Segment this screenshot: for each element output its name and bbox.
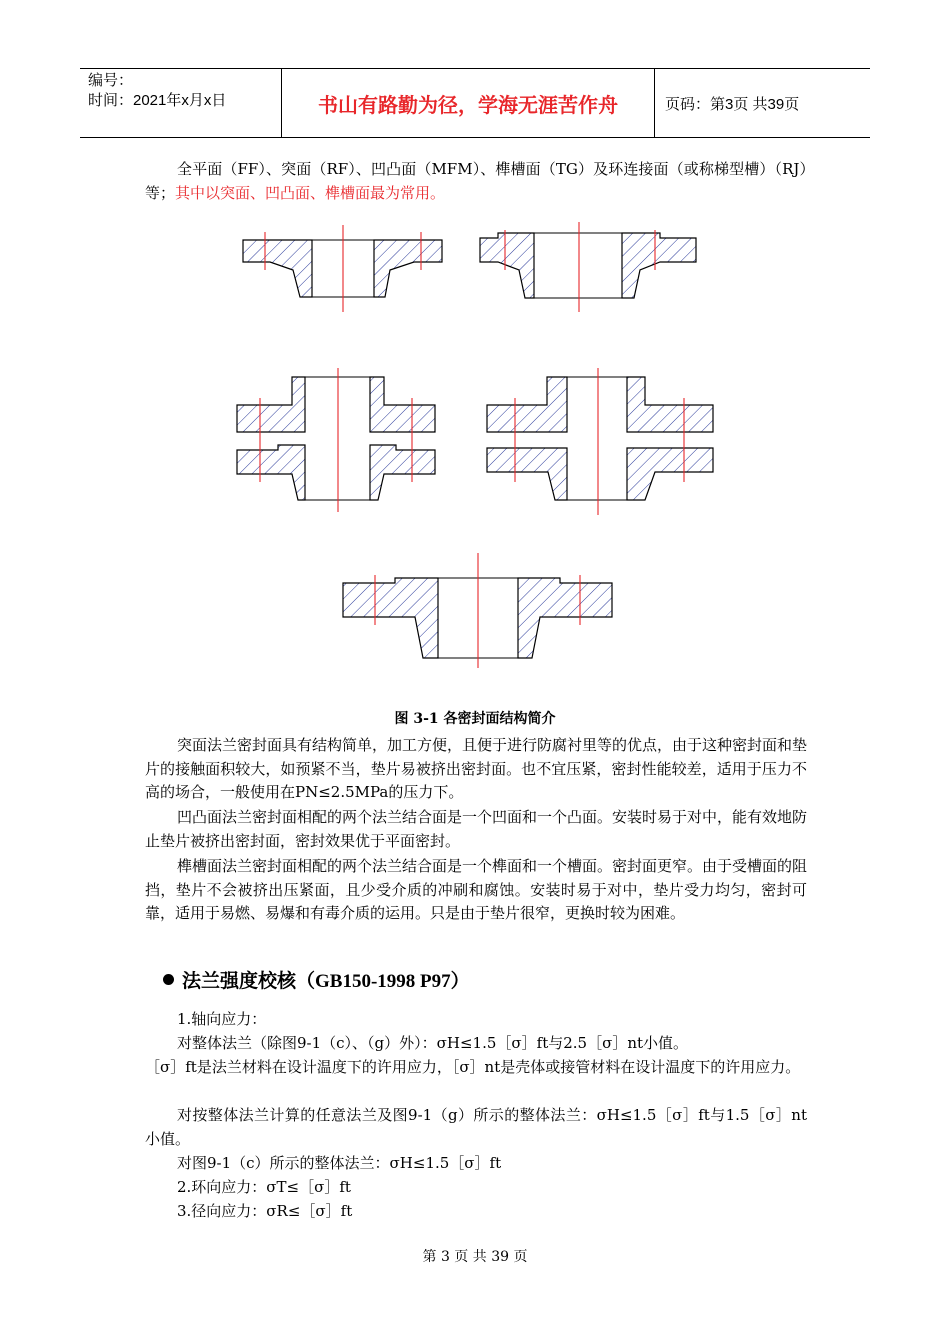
paragraph-tongue-groove-face: 榫槽面法兰密封面相配的两个法兰结合面是一个榫面和一个槽面。密封面更窄。由于受槽面的阻挡，垫片不会被挤出压紧面，且少受介质的冲刷和腐蚀。安装时易于对中，垫片受力均匀，密封可靠，适用于易燃、易爆和有毒介质的运用。只是由于垫片很窄，更换时较为困难。 bbox=[145, 857, 808, 922]
line-integral-flange: 对整体法兰（除图9-1（c）、（g）外）：σH≤1.5［σ］ft与2.5［σ］nt小值。 bbox=[177, 1034, 689, 1052]
intro-text: 全平面（FF）、突面（RF）、凹凸面（MFM）、榫槽面（TG）及环连接面（或称梯型槽）（RJ）等； bbox=[145, 160, 807, 202]
section-title: 法兰强度校核（GB150-1998 P97） bbox=[182, 971, 470, 992]
line-hoop-stress: 2.环向应力：σT≤［σ］ft bbox=[177, 1178, 351, 1196]
header-motto: 书山有路勤为径，学海无涯苦作舟 bbox=[281, 69, 655, 137]
intro-highlight: 其中以突面、凹凸面、榫槽面最为常用。 bbox=[175, 183, 446, 202]
page-footer: 第 3 页 共 39 页 bbox=[422, 1249, 528, 1265]
line-figure-c: 对图9-1（c）所示的整体法兰：σH≤1.5［σ］ft bbox=[177, 1154, 502, 1172]
doc-time-label: 时间：2021年x月x日 bbox=[88, 92, 227, 109]
line-radial-stress: 3.径向应力：σR≤［σ］ft bbox=[177, 1202, 353, 1220]
section-bullet bbox=[163, 974, 174, 985]
line-allowable-stress: ［σ］ft是法兰材料在设计温度下的许用应力，［σ］nt是壳体或接管材料在设计温度下的许用应力。 bbox=[145, 1058, 801, 1076]
header-page-info: 页码：第3页 共39页 bbox=[665, 95, 800, 113]
paragraph-male-female-face: 凹凸面法兰密封面相配的两个法兰结合面是一个凹面和一个凸面。安装时易于对中，能有效地防止垫片被挤出密封面，密封效果优于平面密封。 bbox=[145, 808, 808, 850]
line-axial-stress: 1.轴向应力： bbox=[177, 1010, 267, 1028]
paragraph-raised-face: 突面法兰密封面具有结构简单，加工方便，且便于进行防腐衬里等的优点，由于这种密封面和垫片的接触面积较大，如预紧不当，垫片易被挤出密封面。也不宜压紧，密封性能较差，适用于压力不高的场合，一般使用在PN≤2.5MPa的压力下。 bbox=[145, 736, 808, 801]
line-any-flange: 对按整体法兰计算的任意法兰及图9-1（g）所示的整体法兰：σH≤1.5［σ］ft与1.5［σ］nt小值。 bbox=[145, 1106, 807, 1148]
doc-number-label: 编号： bbox=[88, 72, 134, 89]
figure-caption: 图 3-1 各密封面结构简介 bbox=[394, 711, 556, 727]
